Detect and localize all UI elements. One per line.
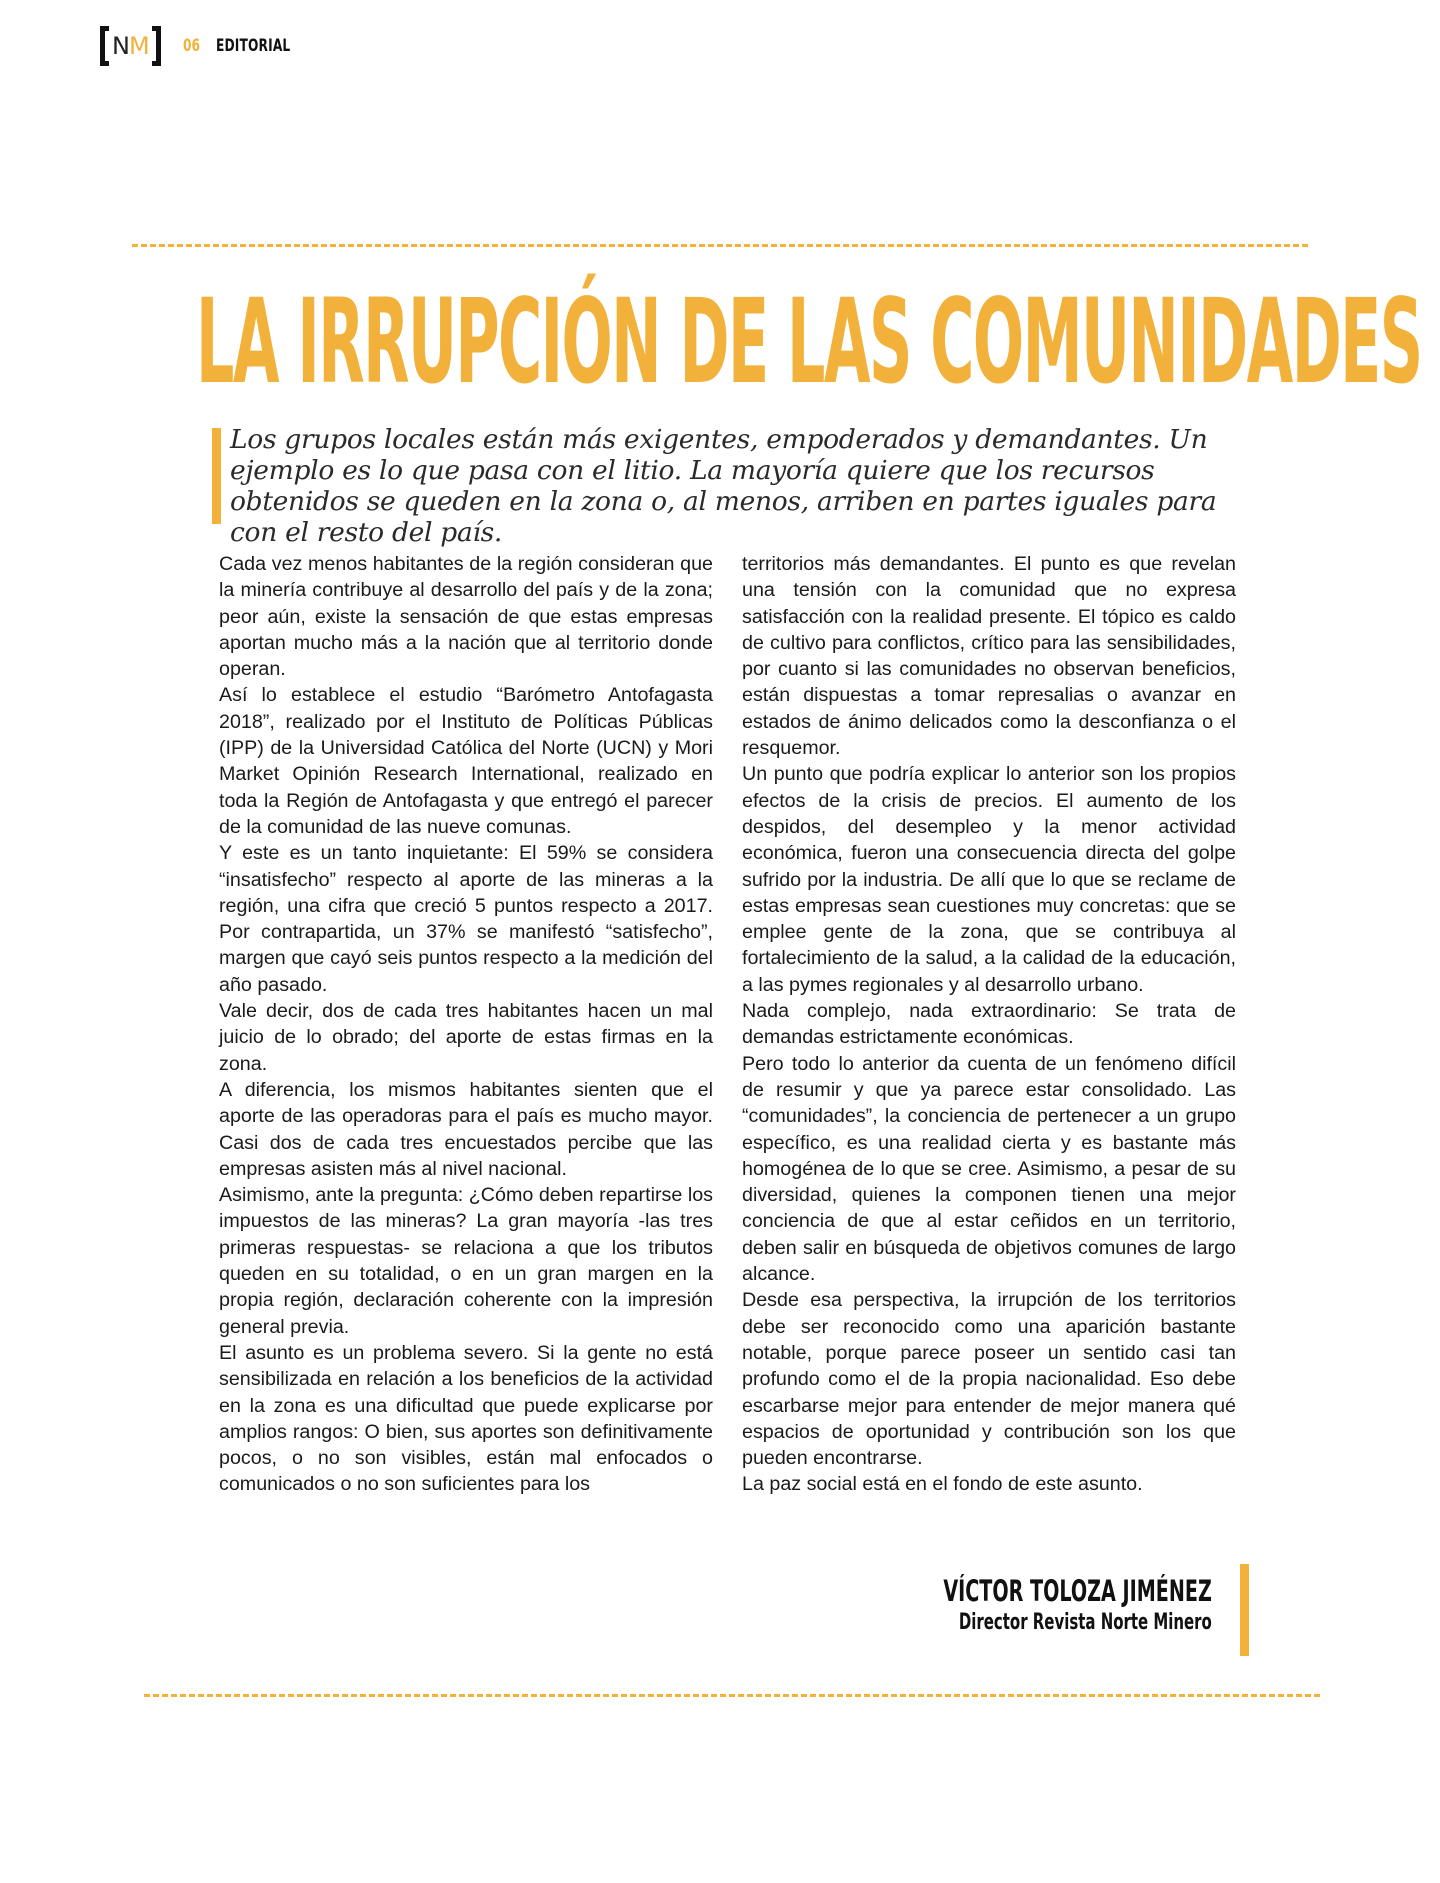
top-dashed-divider (132, 244, 1308, 247)
author-signature (805, 1574, 1212, 1638)
body-paragraph: Desde esa perspectiva, la irrupción de los territorios debe ser reconocido como una aparición bastante notable, porque parece poseer un sentido casi tan profundo como el de la propia nacionalidad. Eso debe escarbarse mejor para entender de mejor manera qué espacios de oportunidad y contribución son los que pueden encontrarse. (742, 1289, 1236, 1470)
author-role: Director Revista Norte Minero (958, 1610, 1212, 1635)
body-paragraph: Pero todo lo anterior da cuenta de un fenómeno difícil de resumir y que ya parece estar consolidado. Las “comunidades”, la conciencia de pertenecer a un grupo específico, es una realidad cierta y es bastante más homogénea de lo que se cree. Asimismo, a pesar de su diversidad, quienes la componen tienen una mejor conciencia de que al estar ceñidos en un territorio, deben salir en búsqueda de objetivos comunes de largo alcance. (742, 1052, 1236, 1286)
logo-bracket-right (152, 26, 161, 66)
body-paragraph: Y este es un tanto inquietante: El 59% se considera “insatisfecho” respecto al aporte de las mineras a la región, una cifra que creció 5 puntos respecto a 2017. Por contrapartida, un 37% se manifestó “satisfecho”, margen que cayó seis puntos respecto a la medición del año pasado. (219, 842, 713, 996)
body-paragraph: La paz social está en el fondo de este asunto. (742, 1473, 1143, 1496)
body-paragraph: territorios más demandantes. El punto es que revelan una tensión con la comunidad que no expresa satisfacción con la realidad presente. El tópico es caldo de cultivo para conflictos, crítico para las sensibilidades, por cuanto si las comunidades no observan beneficios, están dispuestas a tomar represalias o avanzar en estados de ánimo delicados como la desconfianza o el resquemor. (742, 553, 1236, 760)
author-name: VÍCTOR TOLOZA JIMÉNEZ (943, 1574, 1212, 1608)
body-paragraph: Cada vez menos habitantes de la región consideran que la minería contribuye al desarrollo del país y de la zona; peor aún, existe la sensación de que estas empresas aportan mucho más a la nación que al territorio donde operan. (219, 553, 713, 681)
article-title: LA IRRUPCIÓN DE LAS COMUNIDADES (196, 273, 1422, 410)
signature-accent-bar (1240, 1564, 1249, 1656)
body-paragraph: Asimismo, ante la pregunta: ¿Cómo deben repartirse los impuestos de las mineras? La gran mayoría -las tres primeras respuestas- se relaciona a que los tributos queden en su totalidad, o en un gran margen en la propia región, declaración coherente con la impresión general previa. (219, 1184, 713, 1338)
section-label: EDITORIAL (215, 36, 291, 56)
body-column-right (742, 551, 1236, 1498)
body-paragraph: A diferencia, los mismos habitantes sienten que el aporte de las operadoras para el país es mucho mayor. Casi dos de cada tres encuestados percibe que las empresas asisten más al nivel nacional. (219, 1078, 713, 1180)
logo-bracket-left (100, 26, 109, 66)
lead-accent-bar (212, 428, 221, 524)
magazine-logo (100, 24, 161, 68)
body-paragraph: Así lo establece el estudio “Barómetro Antofagasta 2018”, realizado por el Instituto de Políticas Públicas (IPP) de la Universidad Católica del Norte (UCN) y Mori Market Opinión Research International, realizado en toda la Región de Antofagasta y que entregó el parecer de la comunidad de las nueve comunas. (219, 684, 713, 838)
page-number: 06 (182, 36, 200, 56)
bottom-dashed-divider (144, 1694, 1320, 1697)
logo-letters (109, 26, 152, 66)
body-paragraph: El asunto es un problema severo. Si la gente no está sensibilizada en relación a los beneficios de la actividad en la zona es una dificultad que puede explicarse por amplios rangos: O bien, sus aportes son definitivamente pocos, o no son visibles, están mal enfocados o comunicados o no son suficientes para los (219, 1341, 713, 1496)
body-paragraph: Nada complejo, nada extraordinario: Se trata de demandas estrictamente económicas. (742, 1000, 1236, 1049)
body-paragraph: Vale decir, dos de cada tres habitantes hacen un mal juicio de lo obrado; del aporte de estas firmas en la zona. (219, 1000, 713, 1075)
page-header (100, 22, 319, 70)
article-lead: Los grupos locales están más exigentes, empoderados y demandantes. Un ejemplo es lo que pasa con el litio. La mayoría quiere que los recursos obtenidos se queden en la zona o, al menos, arriben en partes iguales para con el resto del país. (230, 424, 1217, 548)
body-column-left (219, 551, 713, 1498)
logo-letter-m: M (128, 32, 149, 60)
body-paragraph: Un punto que podría explicar lo anterior son los propios efectos de la crisis de precios. El aumento de los despidos, del desempleo y la menor actividad económica, fueron una consecuencia directa del golpe sufrido por la industria. De allí que lo que se reclame de estas empresas sean cuestiones muy concretas: que se emplee gente de la zona, que se contribuya al fortalecimiento de la salud, a la calidad de la educación, a las pymes regionales y al desarrollo urbano. (742, 763, 1236, 996)
logo-letter-n: N (112, 32, 129, 60)
